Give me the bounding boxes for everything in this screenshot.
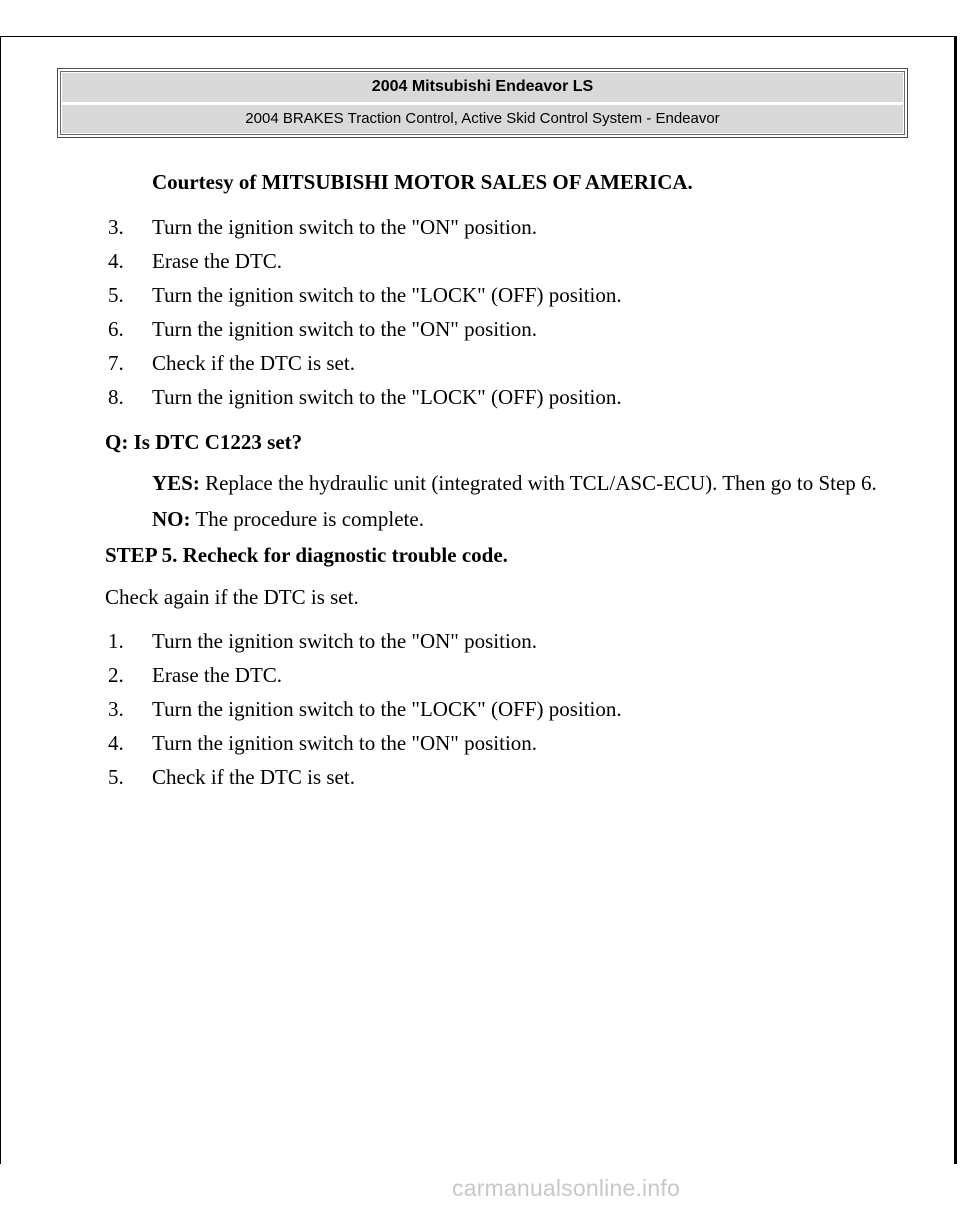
step-text: Turn the ignition switch to the "ON" position.	[152, 629, 538, 653]
list-item	[105, 382, 905, 412]
answer-yes-label: YES:	[152, 471, 200, 495]
step-text: Turn the ignition switch to the "ON" position.	[152, 731, 538, 755]
question-heading: Q: Is DTC C1223 set?	[105, 430, 303, 454]
procedure-steps-b	[105, 626, 905, 792]
step-text: Turn the ignition switch to the "LOCK" (OFF) position.	[152, 283, 622, 307]
step-number: 8.	[108, 385, 124, 409]
step-number: 3.	[108, 697, 124, 721]
document-body	[105, 166, 905, 796]
step-number: 7.	[108, 351, 124, 375]
step-text: Turn the ignition switch to the "ON" position.	[152, 317, 538, 341]
step-number: 4.	[108, 249, 124, 273]
document-title: 2004 Mitsubishi Endeavor LS	[61, 72, 904, 104]
answer-yes-text: Replace the hydraulic unit (integrated with TCL/ASC-ECU). Then go to Step 6.	[205, 471, 877, 495]
step-number: 4.	[108, 731, 124, 755]
list-item	[105, 660, 905, 690]
step-text: Erase the DTC.	[152, 663, 283, 687]
list-item	[105, 762, 905, 792]
list-item	[105, 212, 905, 242]
step-text: Check if the DTC is set.	[152, 351, 355, 375]
list-item	[105, 280, 905, 310]
courtesy-line: Courtesy of MITSUBISHI MOTOR SALES OF AMERICA.	[152, 170, 693, 194]
answer-yes	[152, 468, 905, 498]
step-number: 6.	[108, 317, 124, 341]
step-5-heading: STEP 5. Recheck for diagnostic trouble code.	[105, 543, 508, 567]
list-item	[105, 246, 905, 276]
list-item	[105, 348, 905, 378]
list-item	[105, 626, 905, 656]
step-number: 5.	[108, 283, 124, 307]
step-number: 5.	[108, 765, 124, 789]
answer-no-text: The procedure is complete.	[195, 507, 424, 531]
procedure-steps-a	[105, 212, 905, 412]
step-text: Erase the DTC.	[152, 249, 283, 273]
list-item	[105, 314, 905, 344]
document-subtitle: 2004 BRAKES Traction Control, Active Skid Control System - Endeavor	[61, 104, 904, 135]
answer-no-label: NO:	[152, 507, 191, 531]
step-text: Turn the ignition switch to the "ON" position.	[152, 215, 538, 239]
watermark-footer: carmanualsonline.info	[452, 1175, 680, 1201]
step-5-intro: Check again if the DTC is set.	[105, 585, 359, 609]
step-number: 3.	[108, 215, 124, 239]
step-text: Turn the ignition switch to the "LOCK" (OFF) position.	[152, 697, 622, 721]
list-item	[105, 728, 905, 758]
step-text: Turn the ignition switch to the "LOCK" (OFF) position.	[152, 385, 622, 409]
document-header-inner	[60, 71, 905, 135]
document-header	[57, 68, 908, 138]
step-number: 2.	[108, 663, 124, 687]
list-item	[105, 694, 905, 724]
step-text: Check if the DTC is set.	[152, 765, 355, 789]
answer-no	[152, 504, 905, 534]
step-number: 1.	[108, 629, 124, 653]
